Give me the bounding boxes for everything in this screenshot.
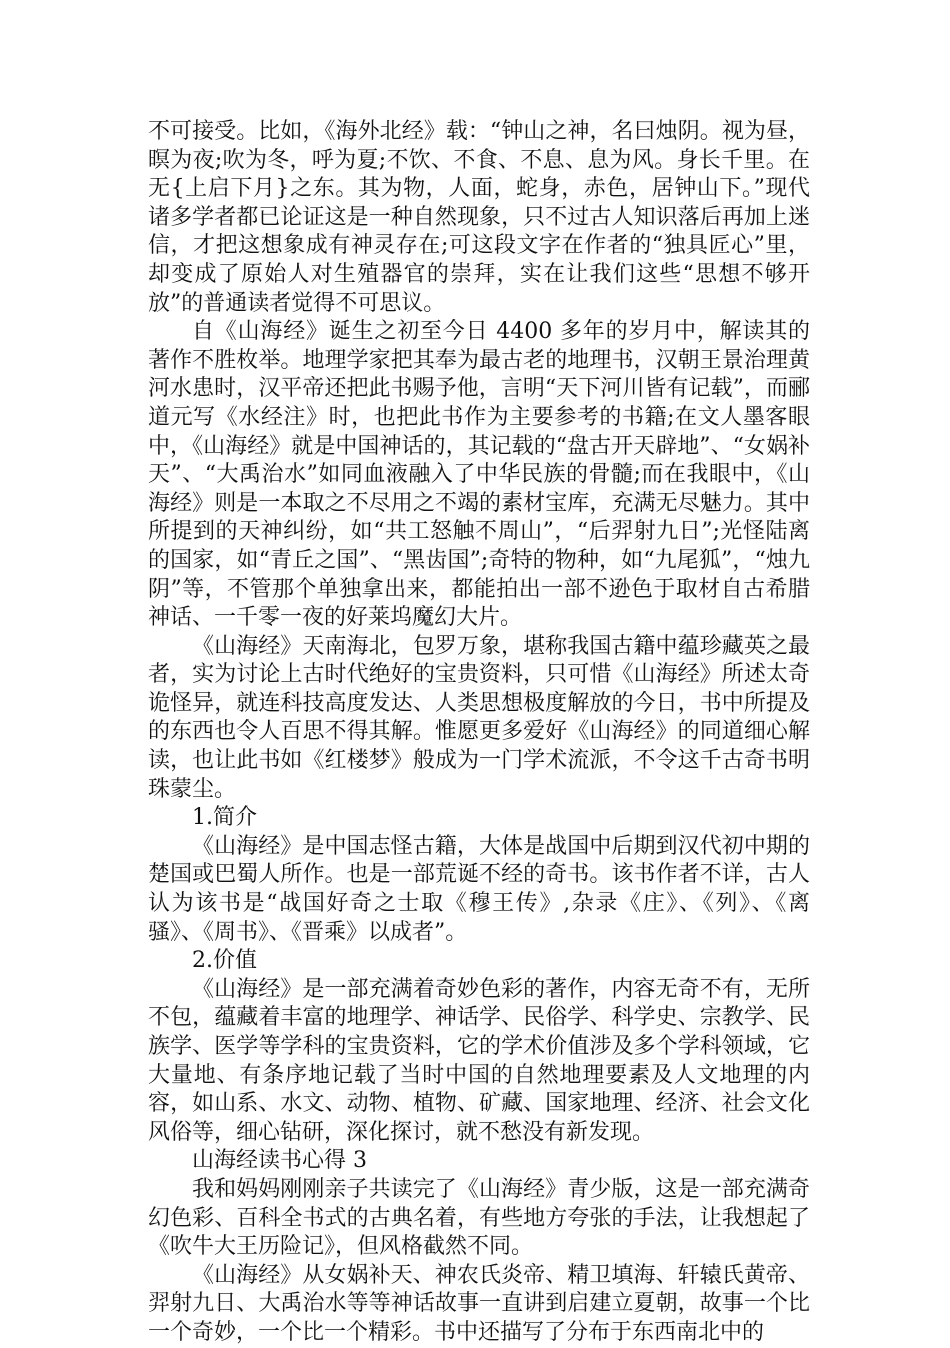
paragraph-introduction: 《山海经》是中国志怪古籍，大体是战国中后期到汉代初中期的楚国或巴蜀人所作。也是一部荒诞不经的奇书。该书作者不详，古人认为该书是“战国好奇之士取《穆王传》,杂录《庄》、《列》、《离骚》、《周书》、《晋乘》以成者”。 xyxy=(148,833,810,945)
essay-title: 山海经读书心得 3 xyxy=(192,1148,367,1174)
paragraph-summary: 《山海经》天南海北，包罗万象，堪称我国古籍中蕴珍藏英之最者，实为讨论上古时代绝好的宝贵资料，只可惜《山海经》所述太奇诡怪异，就连科技高度发达、人类思想极度解放的今日，书中所提及的东西也令人百思不得其解。惟愿更多爱好《山海经》的同道细心解读，也让此书如《红楼梦》般成为一门学术流派，不令这千古奇书明珠蒙尘。 xyxy=(148,633,810,802)
paragraph-value: 《山海经》是一部充满着奇妙色彩的著作，内容无奇不有，无所不包，蕴藏着丰富的地理学、神话学、民俗学、科学史、宗教学、民族学、医学等学科的宝贵资料，它的学术价值涉及多个学科领域，它大量地、有条序地记载了当时中国的自然地理要素及人文地理的内容，如山系、水文、动物、植物、矿藏、国家地理、经济、社会文化风俗等，细心钻研，深化探讨，就不愁没有新发现。 xyxy=(148,976,810,1145)
paragraph-reading-intro: 我和妈妈刚刚亲子共读完了《山海经》青少版，这是一部充满奇幻色彩、百科全书式的古典名着，有些地方夸张的手法，让我想起了《吹牛大王历险记》，但风格截然不同。 xyxy=(148,1176,810,1260)
document-body xyxy=(148,118,810,1348)
section-heading-value: 2.价值 xyxy=(192,948,257,974)
paragraph-continuation: 不可接受。比如，《海外北经》载：“钟山之神，名曰烛阴。视为昼，暝为夜;吹为冬，呼为夏;不饮、不食、不息、息为风。身长千里。在无{上启下月}之东。其为物，人面，蛇身，赤色，居钟山下。”现代诸多学者都已论证这是一种自然现象，只不过古人知识落后再加上迷信，才把这想象成有神灵存在;可这段文字在作者的“独具匠心”里，却变成了原始人对生殖器官的崇拜，实在让我们这些“思想不够开放”的普通读者觉得不可思议。 xyxy=(148,119,810,316)
paragraph-myths: 《山海经》从女娲补天、神农氏炎帝、精卫填海、轩辕氏黄帝、羿射九日、大禹治水等等神话故事一直讲到启建立夏朝，故事一个比一个奇妙，一个比一个精彩。书中还描写了分布于东西南北中的 xyxy=(148,1262,810,1345)
section-heading-introduction: 1.简介 xyxy=(192,805,257,831)
paragraph-interpretations: 自《山海经》诞生之初至今日 4400 多年的岁月中，解读其的著作不胜枚举。地理学家把其奉为最古老的地理书，汉朝王景治理黄河水患时，汉平帝还把此书赐予他，言明“天下河川皆有记载”，而郦道元写《水经注》时，也把此书作为主要参考的书籍;在文人墨客眼中，《山海经》就是中国神话的，其记载的“盘古开天辟地”、“女娲补天”、“大禹治水”如同血液融入了中华民族的骨髓;而在我眼中，《山海经》则是一本取之不尽用之不竭的素材宝库，充满无尽魅力。其中所提到的天神纠纷，如“共工怒触不周山”，“后羿射九日”;光怪陆离的国家，如“青丘之国”、“黑齿国”;奇特的物种，如“九尾狐”，“烛九阴”等，不管那个单独拿出来，都能拍出一部不逊色于取材自古希腊神话、一千零一夜的好莱坞魔幻大片。 xyxy=(148,319,810,631)
